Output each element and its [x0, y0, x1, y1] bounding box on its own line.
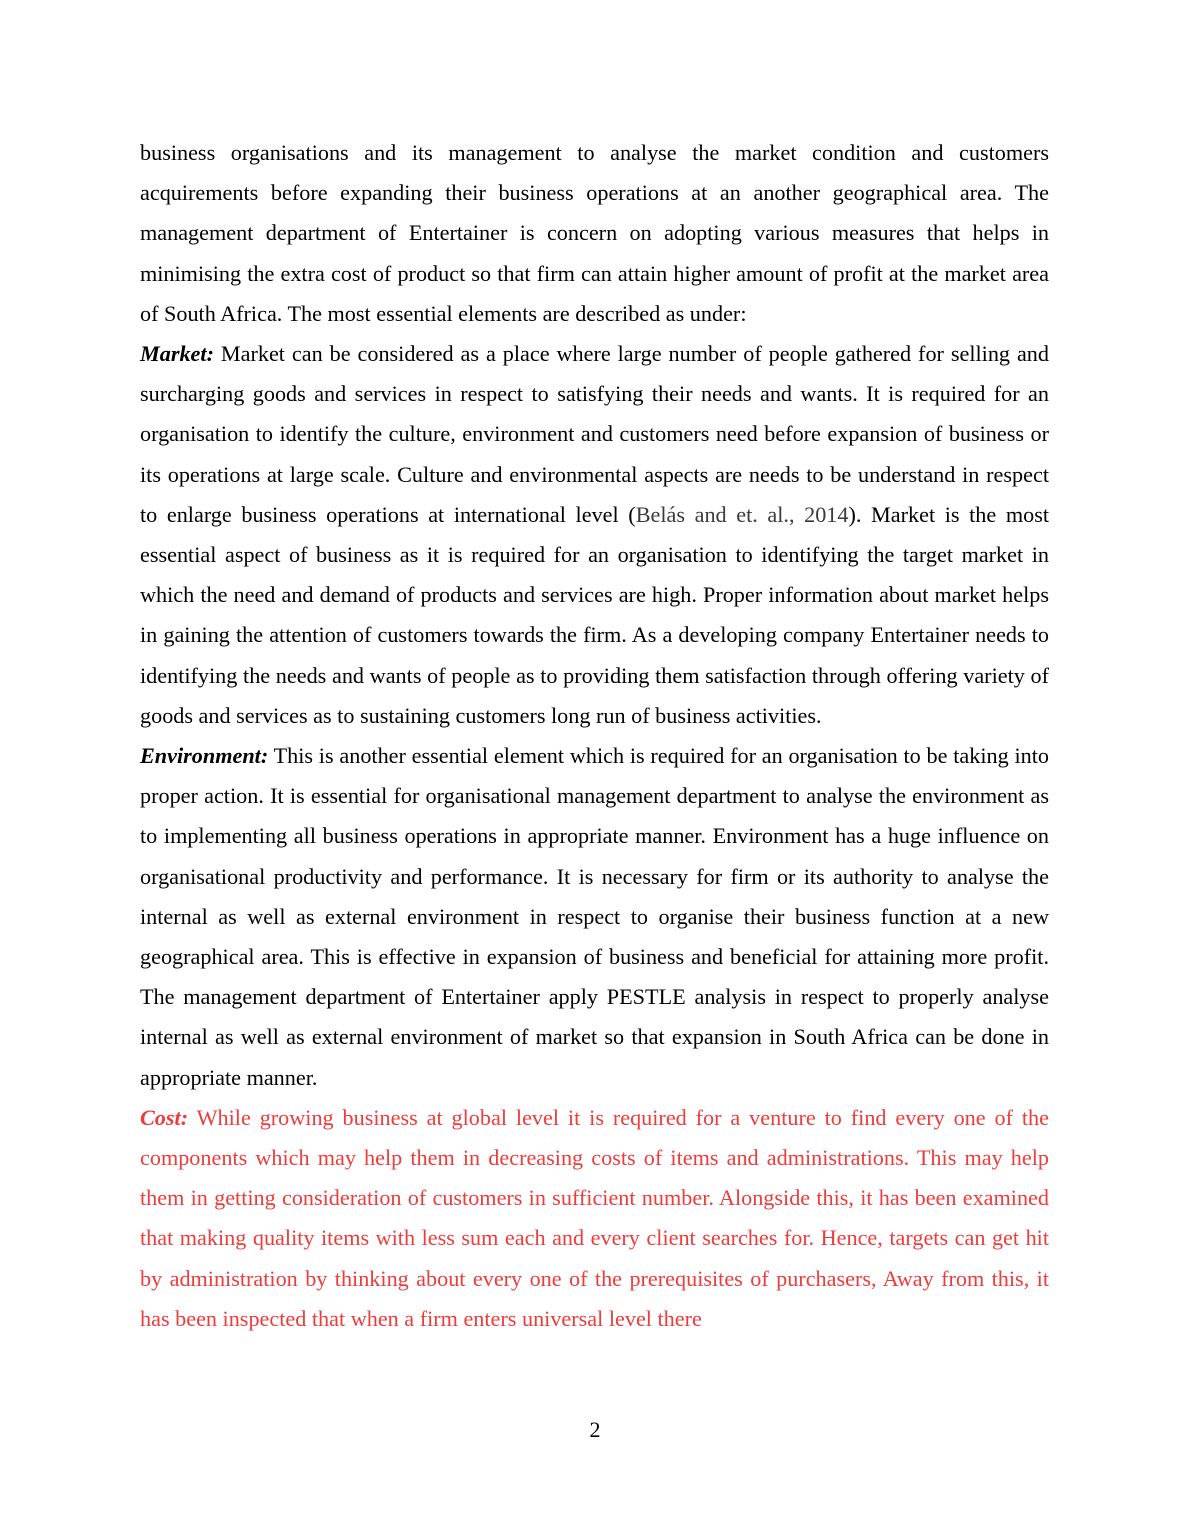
paragraph-cost [140, 1098, 1049, 1339]
paragraph-intro [140, 133, 1049, 334]
cost-text: While growing business at global level it is required for a venture to find every one of the components which may help them in decreasing costs of items and administrations. This may help them in getting consideration of customers in sufficient number. Alongside this, it has been examined that making quality items with less sum each and every client searches for. Hence, targets can get hit by administration by thinking about every one of the prerequisites of purchasers, Away from this, it has been inspected that when a firm enters universal level there [140, 1104, 1049, 1331]
market-heading: Market: [140, 341, 214, 367]
paragraph-market [140, 334, 1049, 736]
page-number: 2 [589, 1417, 601, 1442]
paragraph-intro-text: business organisations and its management to analyse the market condition and customers acquirements before expanding their business operations at an another geographical area. The management department of Entertainer is concern on adopting various measures that helps in minimising the extra cost of product so that firm can attain higher amount of profit at the market area of South Africa. The most essential elements are described as under: [140, 140, 1049, 326]
cost-heading: Cost: [140, 1104, 189, 1130]
document-body [140, 133, 1049, 1339]
environment-text: This is another essential element which is required for an organisation to be taking into proper action. It is essential for organisational management department to analyse the environment as to implementing all business operations in appropriate manner. Environment has a huge influence on organisational productivity and performance. It is necessary for firm or its authority to analyse the internal as well as external environment in respect to organise their business function at a new geographical area. This is effective in expansion of business and beneficial for attaining more profit. The management department of Entertainer apply PESTLE analysis in respect to properly analyse internal as well as external environment of market so that expansion in South Africa can be done in appropriate manner. [140, 743, 1049, 1090]
paragraph-environment [140, 736, 1049, 1098]
environment-heading: Environment: [140, 743, 269, 769]
market-text-before-citation: Market can be considered as a place where large number of people gathered for selling and surcharging goods and services in respect to satisfying their needs and wants. It is required for an organisation to identify the culture, environment and customers need before expansion of business or its operations at large scale. Culture and environmental aspects are needs to be understand in respect to enlarge business operations at international level ( [140, 341, 1049, 527]
market-text-after-citation: ). Market is the most essential aspect of business as it is required for an organisation to identifying the target market in which the need and demand of products and services are high. Proper information about market helps in gaining the attention of customers towards the firm. As a developing company Entertainer needs to identifying the needs and wants of people as to providing them satisfaction through offering variety of goods and services as to sustaining customers long run of business activities. [140, 501, 1049, 728]
market-citation: Belás and et. al., 2014 [635, 501, 849, 527]
